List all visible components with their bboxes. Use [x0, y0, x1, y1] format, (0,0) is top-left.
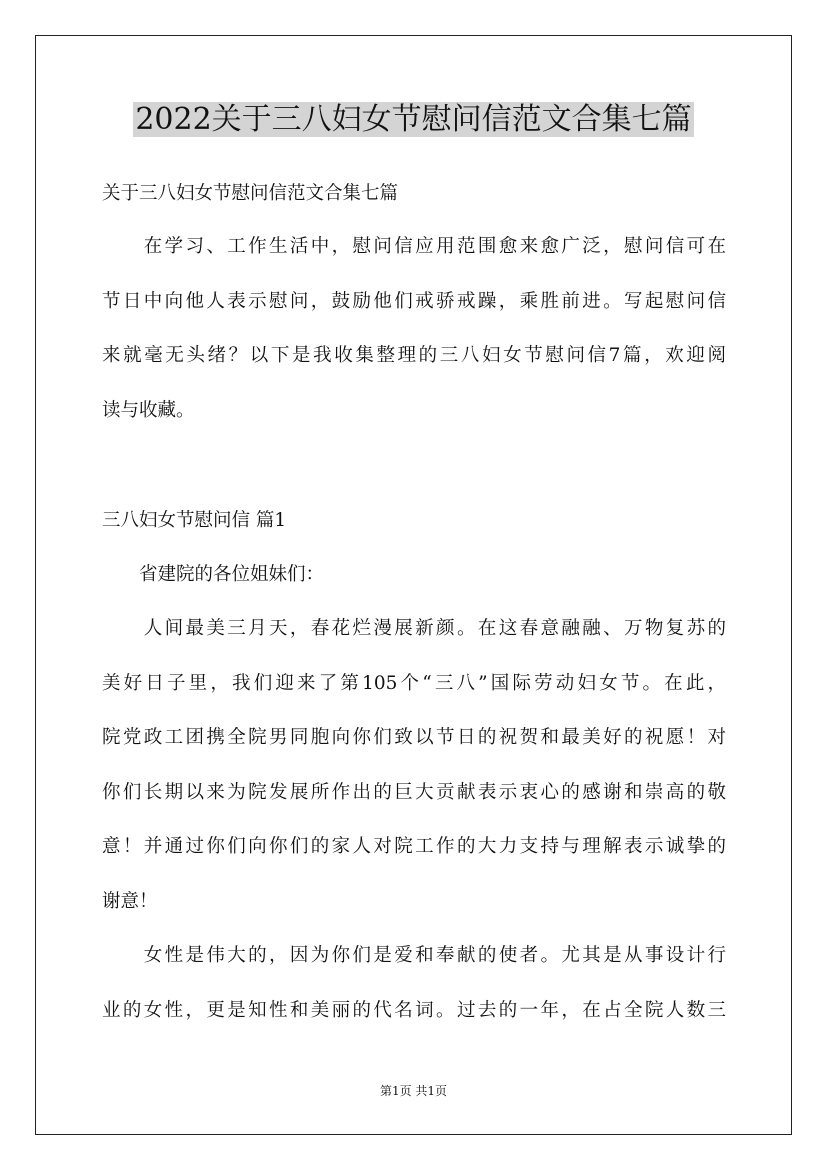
intro-line-1: 在学习、工作生活中，慰问信应用范围愈来愈广泛，慰问信可在 [102, 236, 726, 257]
body-line-4: 你们长期以来为院发展所作出的巨大贡献表示衷心的感谢和崇高的敬 [102, 782, 726, 803]
body-line-7: 女性是伟大的，因为你们是爱和奉献的使者。尤其是从事设计行 [102, 945, 726, 966]
section-heading: 三八妇女节慰问信 篇1 [102, 510, 287, 531]
salutation: 省建院的各位姐妹们： [102, 564, 325, 585]
intro-line-2: 节日中向他人表示慰问，鼓励他们戒骄戒躁，乘胜前进。写起慰问信 [102, 291, 726, 312]
document-subtitle: 关于三八妇女节慰问信范文合集七篇 [102, 183, 399, 204]
body-line-8: 业的女性，更是知性和美丽的代名词。过去的一年，在占全院人数三 [102, 1000, 726, 1021]
body-line-5: 意！并通过你们向你们的家人对院工作的大力支持与理解表示诚挚的 [102, 836, 726, 857]
document-title [0, 98, 827, 142]
intro-line-4: 读与收藏。 [102, 400, 195, 421]
document-title-text: 2022关于三八妇女节慰问信范文合集七篇 [135, 102, 692, 137]
page-footer: 第1页 共1页 [379, 1084, 448, 1098]
body-line-2: 美好日子里，我们迎来了第105个“三八”国际劳动妇女节。在此， [102, 673, 726, 694]
body-line-6: 谢意！ [102, 891, 158, 912]
body-line-3: 院党政工团携全院男同胞向你们致以节日的祝贺和最美好的祝愿！对 [102, 727, 726, 748]
intro-line-3: 来就毫无头绪？以下是我收集整理的三八妇女节慰问信7篇，欢迎阅 [102, 345, 726, 366]
body-line-1: 人间最美三月天，春花烂漫展新颜。在这春意融融、万物复苏的 [102, 618, 726, 639]
